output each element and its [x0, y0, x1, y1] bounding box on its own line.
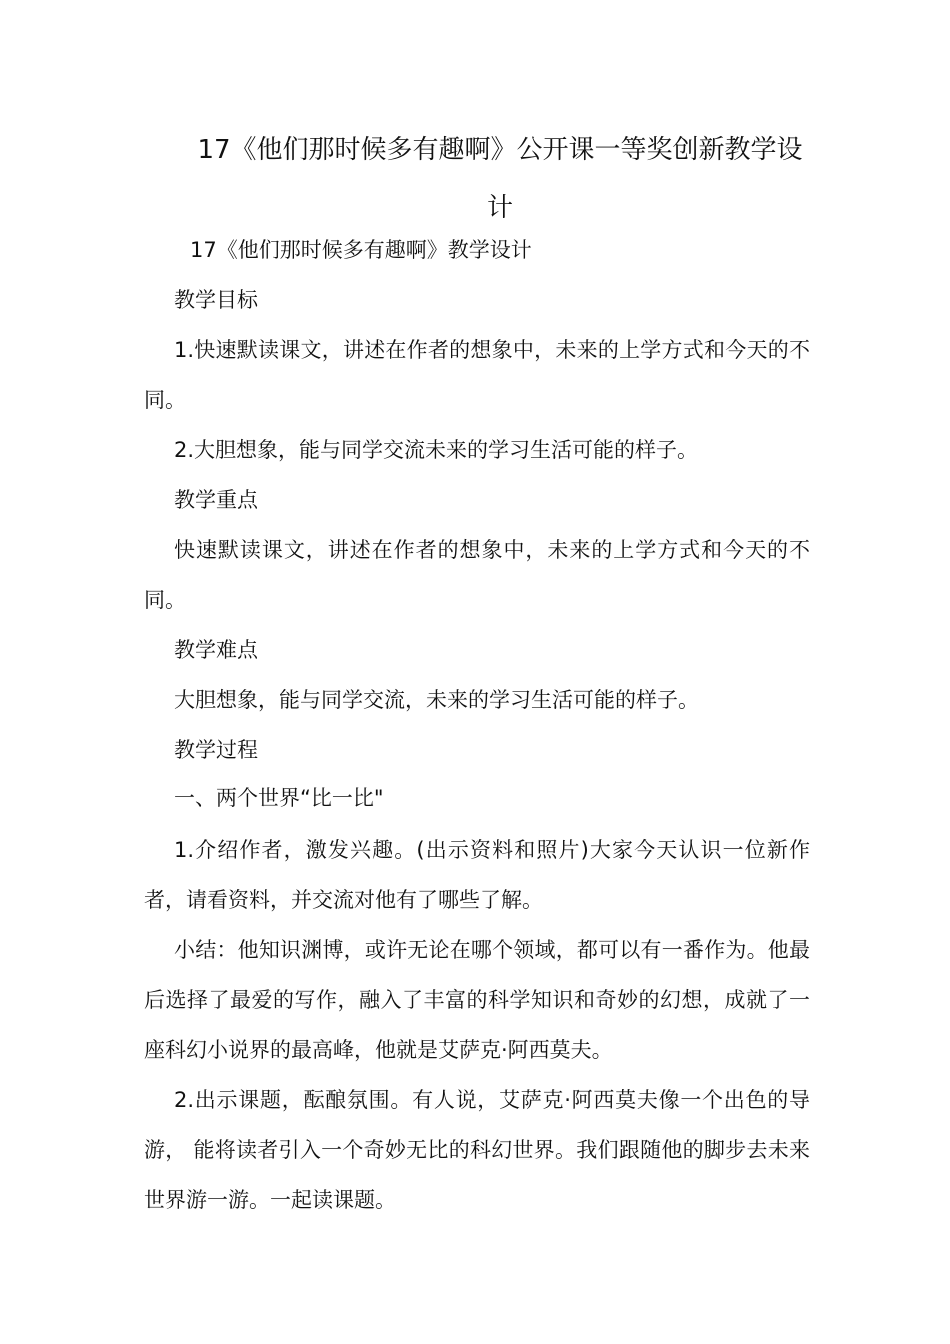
difficulty-heading: 教学难点: [174, 638, 258, 662]
objective-2: 2.大胆想象，能与同学交流未来的学习生活可能的样子。: [174, 438, 699, 462]
process-item-2: 2.出示课题，酝酿氛围。有人说，艾萨克·阿西莫夫像一个出色的导游， 能将读者引入一个奇妙无比的科幻世界。我们跟随他的脚步去未来世界游一游。一起读课题。: [144, 1088, 810, 1212]
process-heading: 教学过程: [174, 738, 258, 762]
summary-paragraph: 小结：他知识渊博，或许无论在哪个领域，都可以有一番作为。他最后选择了最爱的写作，融入了丰富的科学知识和奇妙的幻想，成就了一座科幻小说界的最高峰，他就是艾萨克·阿西莫夫。: [144, 938, 810, 1062]
process-item-1: 1.介绍作者，激发兴趣。(出示资料和照片)大家今天认识一位新作者，请看资料，并交流对他有了哪些了解。: [144, 838, 810, 912]
key-points-text: 快速默读课文，讲述在作者的想象中，未来的上学方式和今天的不同。: [144, 538, 810, 612]
objective-1: 1.快速默读课文，讲述在作者的想象中，未来的上学方式和今天的不同。: [144, 338, 810, 412]
difficulty-text: 大胆想象，能与同学交流，未来的学习生活可能的样子。: [174, 688, 699, 712]
key-points-heading: 教学重点: [174, 488, 258, 512]
section-1-heading: 一、两个世界“比一比": [174, 786, 384, 810]
document-title: 17《他们那时候多有趣啊》公开课一等奖创新教学设计: [197, 135, 803, 223]
document-subtitle: 17《他们那时候多有趣啊》教学设计: [190, 238, 532, 262]
objectives-heading: 教学目标: [174, 288, 258, 312]
